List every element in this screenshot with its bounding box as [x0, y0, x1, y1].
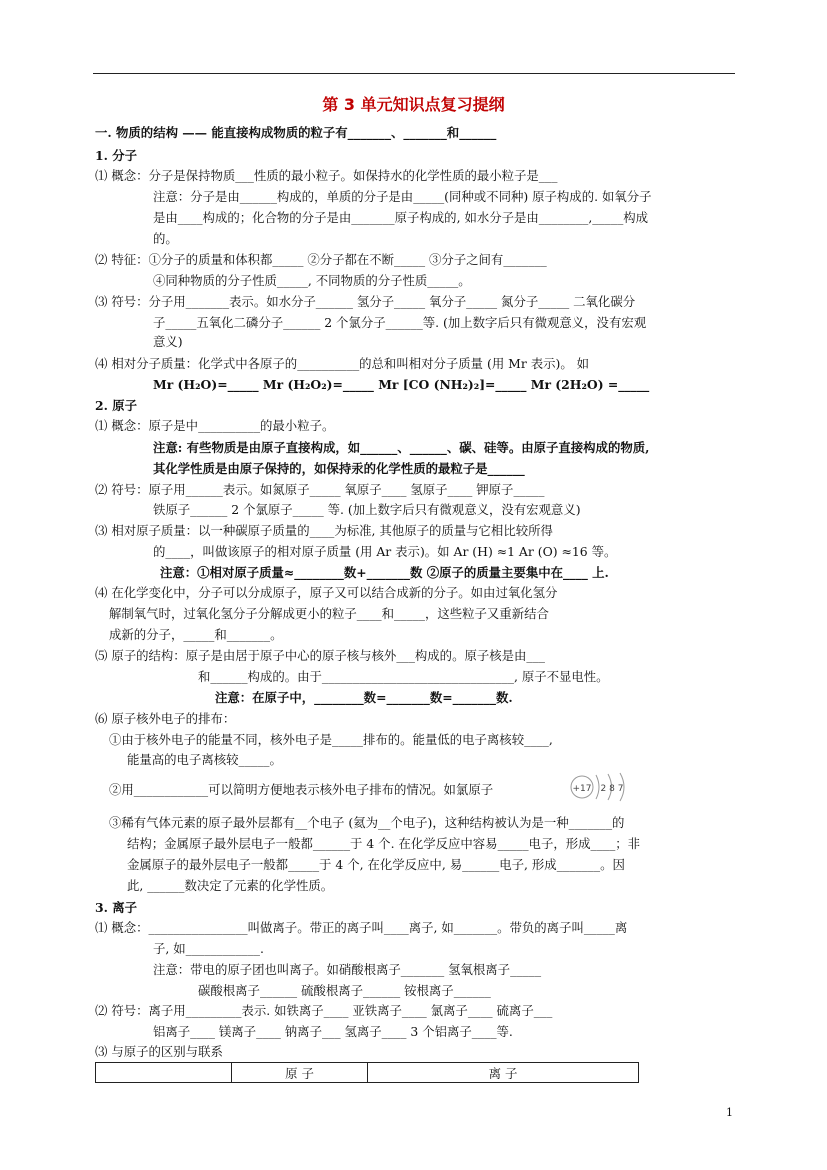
text-line-i4: 碳酸根离子______ 硫酸根离子______ 铵根离子______ [198, 983, 491, 998]
text-line-m7: ⑶ 符号：分子用_______表示。如水分子______ 氢分子_____ 氧分子_____ 氮分子_____ 二氧化碳分 [95, 294, 636, 309]
text-line-a8: 注意：①相对原子质量≈________数+_______数 ②原子的质量主要集中在____ 上. [160, 565, 609, 580]
text-line-m6: ④同种物质的分子性质_____, 不同物质的分子性质_____。 [153, 273, 471, 288]
table-header-cell: 原 子 [232, 1063, 368, 1083]
table-row [96, 1063, 639, 1083]
text-line-h1: 1. 分子 [95, 148, 138, 163]
text-line-a7: 的____，叫做该原子的相对原子质量 (用 Ar 表示)。如 Ar (H) ≈1 Ar (O) ≈16 等。 [153, 544, 617, 559]
text-line-i7: ⑶ 与原子的区别与联系 [95, 1044, 223, 1059]
text-line-a4: ⑵ 符号：原子用______表示。如氮原子_____ 氧原子____ 氢原子____ 钾原子_____ [95, 482, 545, 497]
text-line-m2: 注意：分子是由______构成的，单质的分子是由_____(同种或不同种) 原子构成的. 如氧分子 [153, 189, 652, 204]
text-line-m1: ⑴ 概念：分子是保持物质___性质的最小粒子。如保持水的化学性质的最小粒子是___ [95, 168, 558, 183]
text-line-i5: ⑵ 符号：离子用_________表示. 如铁离子____ 亚铁离子____ 氯离子____ 硫离子___ [95, 1003, 553, 1018]
text-line-m8: 子_____五氧化二磷分子______ 2 个氯分子______等. (加上数字后只有微观意义，没有宏观 [153, 315, 647, 330]
nucleus-label: +17 [572, 784, 592, 794]
text-line-m3: 是由____构成的；化合物的分子是由_______原子构成的, 如水分子是由________,_____构成 [153, 210, 649, 225]
text-line-m4: 的。 [153, 231, 178, 246]
text-line-a18: ②用____________可以简明方便地表示核外电子排布的情况。如氯原子 [109, 782, 494, 797]
text-line-a3: 其化学性质是由原子保持的，如保持汞的化学性质的最粒子是______ [153, 461, 525, 476]
top-rule [93, 73, 735, 74]
text-line-a10: 解制氧气时，过氧化氢分子分解成更小的粒子____和_____，这些粒子又重新结合 [109, 606, 549, 621]
table-header-cell: 离 子 [368, 1063, 639, 1083]
text-line-h2: 2. 原子 [95, 398, 138, 413]
text-line-a6: ⑶ 相对原子质量：以一种碳原子质量的____为标准, 其他原子的质量与它相比较所得 [95, 523, 553, 538]
text-line-m11: Mr (H₂O)=_____ Mr (H₂O₂)=_____ Mr [CO (NH₂)₂]=_____ Mr (2H₂O) =_____ [153, 377, 650, 392]
comparison-table [95, 1062, 639, 1083]
text-line-a21: 金属原子的最外层电子一般都_____于 4 个, 在化学反应中, 易______电子, 形成_______。因 [127, 857, 625, 872]
text-line-a11: 成新的分子，_____和_______。 [109, 627, 283, 642]
text-line-a5: 铁原子______ 2 个氯原子_____ 等. (加上数字后只有微观意义，没有宏观意义) [153, 502, 581, 517]
text-line-a9: ⑷ 在化学变化中，分子可以分成原子，原子又可以结合成新的分子。如由过氧化氢分 [95, 585, 558, 600]
text-line-a22: 此, ______数决定了元素的化学性质。 [127, 878, 334, 893]
shell-electrons-label: 2 8 7 [600, 784, 624, 794]
text-line-s1: 一. 物质的结构 —— 能直接构成物质的粒子有_______、_______和______ [95, 125, 497, 140]
text-line-a17: 能量高的电子离核较_____。 [127, 752, 282, 767]
text-line-m9: 意义) [153, 334, 183, 349]
text-line-a12: ⑸ 原子的结构：原子是由居于原子中心的原子核与核外___构成的。原子核是由___ [95, 648, 546, 663]
text-line-a1: ⑴ 概念：原子是中__________的最小粒子。 [95, 418, 335, 433]
text-line-a15: ⑹ 原子核外电子的排布： [95, 711, 236, 726]
table-header-cell [96, 1063, 232, 1083]
text-line-a2: 注意: 有些物质是由原子直接构成，如______、______、碳、硅等。由原子直接构成的物质, [153, 440, 650, 455]
page-number: 1 [726, 1106, 733, 1119]
text-line-h3: 3. 离子 [95, 900, 138, 915]
text-line-i1: ⑴ 概念：________________叫做离子。带正的离子叫____离子, 如_______。带负的离子叫_____离 [95, 920, 628, 935]
text-line-a16: ①由于核外电子的能量不同，核外电子是_____排布的。能量低的电子离核较____, [109, 732, 553, 747]
text-line-i2: 子, 如____________. [153, 941, 264, 956]
text-line-a13: 和______构成的。由于_______________________________, 原子不显电性。 [198, 669, 609, 684]
page-title: 第 3 单元知识点复习提纲 [322, 95, 505, 114]
chlorine-atom-diagram [566, 770, 636, 804]
text-line-i6: 铝离子____ 镁离子____ 钠离子___ 氢离子____ 3 个铝离子____等. [153, 1024, 513, 1039]
text-line-i3: 注意：带电的原子团也叫离子。如硝酸根离子_______ 氢氧根离子_____ [153, 962, 542, 977]
text-line-m5: ⑵ 特征：①分子的质量和体积都_____ ②分子都在不断_____ ③分子之间有_______ [95, 252, 547, 267]
text-line-a20: 结构；金属原子最外层电子一般都______于 4 个. 在化学反应中容易_____电子，形成____；非 [127, 836, 641, 851]
text-line-a19: ③稀有气体元素的原子最外层都有__个电子 (氦为__个电子)，这种结构被认为是一种_______的 [109, 815, 625, 830]
text-line-m10: ⑷ 相对分子质量：化学式中各原子的__________的总和叫相对分子质量 (用 Mr 表示)。 如 [95, 356, 590, 371]
text-line-a14: 注意：在原子中，________数=_______数=_______数. [215, 690, 513, 705]
